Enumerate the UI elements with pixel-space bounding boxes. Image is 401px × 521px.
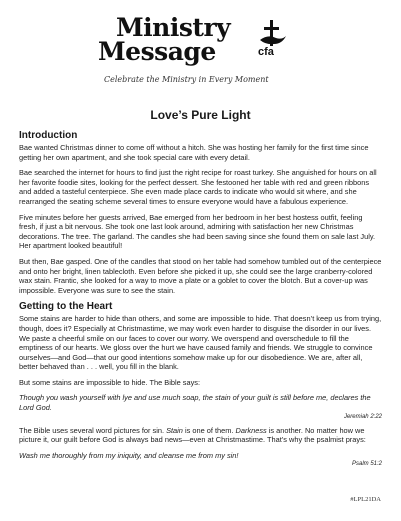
paragraph: Bae searched the internet for hours to find just the right recipe for roast turkey. She anguished for hours on all her favorite foodie sites, looking for the perfect dessert. She festooned her table with red and green ribbons and added a tasteful centerpiece. She even made place cards to indicate who would sit where, and she rearranged the seating scheme several times to ensure everyone would have a fabulous experience. — [19, 168, 377, 206]
scripture-quote: Though you wash yourself with lye and use much soap, the stain of your guilt is still before me, declares the Lord God. — [19, 393, 371, 413]
document-body — [19, 130, 382, 473]
section-heading-introduction: Introduction — [19, 130, 78, 141]
emphasis-stain: Stain — [166, 425, 183, 435]
logo-line-1: Ministry — [116, 13, 231, 42]
emphasis-darkness: Darkness — [235, 425, 267, 435]
section-heading-getting-to-the-heart: Getting to the Heart — [19, 301, 113, 313]
text-run: is one of them. — [182, 425, 236, 435]
paragraph: But then, Bae gasped. One of the candles that stood on her table had somehow tumbled out of the centerpiece and onto her bright, linen tablecloth. Even before she picked it up, she could see the large cranberry-colored wax stain. Frantic, she looked for a way to move a plate or a goblet to cover the blotch. But a cover-up was impossible. Everyone was sure to see the stain. — [19, 256, 382, 295]
paragraph: Five minutes before her guests arrived, Bae emerged from her bedroom in her best hostess outfit, feeling fresh, if just a bit nervous. She took one last look around, admiring with satisfaction her new Christmas decorations. The tree. The garland. The candles she had been saving since she found them on sale last July. Her apartment looked beautiful! — [19, 212, 376, 251]
paragraph: Bae wanted Christmas dinner to come off without a hitch. She was hosting her family for the first time since getting her own apartment, and she took special care with every detail. — [19, 143, 369, 162]
scripture-quote: Wash me thoroughly from my iniquity, and cleanse me from my sin! — [19, 450, 239, 460]
logo-mark-text: cfa — [258, 46, 274, 58]
document-code: #LPL21DA — [350, 496, 381, 503]
scripture-reference: Jeremiah 2:22 — [343, 413, 382, 420]
logo-tagline: Celebrate the Ministry in Every Moment — [104, 75, 269, 84]
text-run: The Bible uses several word pictures for sin. — [19, 425, 167, 435]
ministry-message-logo — [98, 12, 303, 92]
scripture-reference: Psalm 51:2 — [351, 461, 382, 468]
page-title: Love’s Pure Light — [150, 108, 251, 122]
paragraph: But some stains are impossible to hide. The Bible says: — [19, 377, 201, 387]
logo-line-2: Message — [98, 37, 216, 66]
cross-dove-icon — [256, 18, 288, 70]
text-run: is another. No matter how we picture it, our guilt before God is always bad news—even at Christmastime. That’s why the psalmist prays: — [19, 425, 366, 445]
paragraph — [19, 426, 382, 445]
paragraph: Some stains are harder to hide than others, and some are impossible to hide. That doesn’t keep us from trying, though, does it? Especially at Christmastime, we may work even harder to disguise the disorder in our lives. We paste a cheerful smile on our faces to cover our worry. We overspend and overschedule to fill the emptiness of our hearts. We gloss over the hurt we have caused family and friends. We struggle to convince ourselves—and God—that our good intentions somehow make up for our disobedience. We are, after all, better behaved than . . . well, you fill in the blank. — [19, 314, 382, 372]
